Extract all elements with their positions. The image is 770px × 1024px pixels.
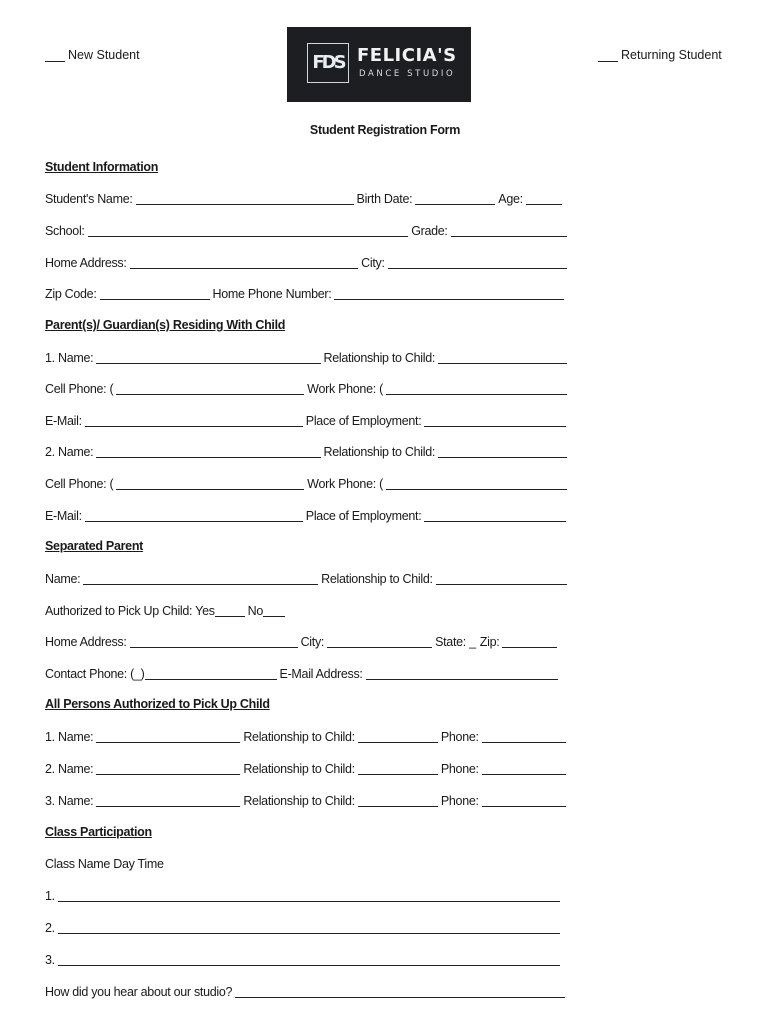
authorized-no-label: No — [247, 604, 264, 618]
studio-logo — [287, 27, 471, 102]
class-columns-label: Class Name Day Time — [45, 857, 164, 871]
home-phone-label: Home Phone Number: — [212, 287, 332, 301]
row-guardian1-email — [45, 413, 570, 429]
guardian1-relationship-label: Relationship to Child: — [323, 351, 436, 365]
row-guardian2-name — [45, 444, 570, 460]
guardian1-work-label: Work Phone: ( — [307, 382, 383, 396]
pickup1-phone-label: Phone: — [440, 730, 479, 744]
guardian1-cell-label: Cell Phone: ( — [45, 382, 114, 396]
guardian2-employment-field[interactable] — [424, 509, 566, 522]
birth-date-field[interactable] — [415, 192, 495, 205]
row-separated-contact — [45, 666, 570, 682]
pickup2-relationship-field[interactable] — [358, 762, 438, 775]
guardian1-employment-label: Place of Employment: — [305, 414, 422, 428]
guardian2-name-label: 2. Name: — [45, 445, 94, 459]
city-label: City: — [361, 256, 385, 270]
row-pickup-1 — [45, 729, 570, 745]
separated-state-label: State: _ — [435, 635, 476, 649]
row-guardian1-phones — [45, 381, 570, 397]
row-guardian2-phones — [45, 476, 570, 492]
new-student-label: New Student — [68, 48, 140, 62]
guardian2-relationship-field[interactable] — [438, 445, 567, 458]
home-address-label: Home Address: — [45, 256, 127, 270]
page-title: Student Registration Form — [309, 123, 461, 137]
pickup2-name-label: 2. Name: — [45, 762, 94, 776]
guardian1-relationship-field[interactable] — [438, 351, 567, 364]
row-class-columns — [45, 856, 570, 872]
pickup3-relationship-label: Relationship to Child: — [243, 794, 355, 808]
separated-contact-label: Contact Phone: (_) — [45, 667, 145, 681]
section-student-information: Student Information — [45, 160, 159, 174]
home-address-field[interactable] — [130, 256, 359, 269]
pickup2-phone-label: Phone: — [440, 762, 479, 776]
separated-city-field[interactable] — [327, 635, 432, 648]
pickup2-phone-field[interactable] — [482, 762, 566, 775]
student-name-label: Student's Name: — [45, 192, 133, 206]
authorized-yes-field[interactable] — [215, 604, 245, 617]
grade-label: Grade: — [411, 224, 448, 238]
new-student-blank[interactable] — [45, 49, 65, 62]
logo-subtitle: DANCE STUDIO — [359, 69, 456, 79]
student-name-field[interactable] — [136, 192, 354, 205]
pickup1-relationship-field[interactable] — [358, 730, 438, 743]
row-separated-address — [45, 634, 570, 650]
grade-field[interactable] — [451, 224, 567, 237]
row-separated-name — [45, 571, 570, 587]
returning-student-blank[interactable] — [598, 49, 618, 62]
guardian2-employment-label: Place of Employment: — [305, 509, 422, 523]
separated-relationship-field[interactable] — [436, 572, 567, 585]
guardian2-name-field[interactable] — [96, 445, 320, 458]
zip-code-field[interactable] — [100, 287, 210, 300]
guardian1-cell-field[interactable] — [116, 382, 304, 395]
guardian2-relationship-label: Relationship to Child: — [323, 445, 436, 459]
class1-field[interactable] — [58, 889, 560, 902]
separated-zip-field[interactable] — [502, 635, 557, 648]
class1-label: 1. — [45, 889, 55, 903]
guardian1-email-label: E-Mail: — [45, 414, 82, 428]
zip-code-label: Zip Code: — [45, 287, 97, 301]
separated-address-field[interactable] — [130, 635, 298, 648]
guardian1-name-field[interactable] — [96, 351, 320, 364]
class3-label: 3. — [45, 953, 55, 967]
guardian1-email-field[interactable] — [85, 414, 303, 427]
authorized-no-field[interactable] — [263, 604, 285, 617]
guardian2-work-label: Work Phone: ( — [307, 477, 383, 491]
pickup1-phone-field[interactable] — [482, 730, 566, 743]
row-class-3 — [45, 952, 570, 968]
returning-student-label: Returning Student — [621, 48, 722, 62]
pickup2-relationship-label: Relationship to Child: — [243, 762, 355, 776]
separated-email-label: E-Mail Address: — [279, 667, 363, 681]
pickup3-name-label: 3. Name: — [45, 794, 94, 808]
city-field[interactable] — [388, 256, 567, 269]
separated-city-label: City: — [300, 635, 325, 649]
home-phone-field[interactable] — [334, 287, 564, 300]
logo-monogram: FDS — [307, 43, 349, 83]
class2-label: 2. — [45, 921, 55, 935]
school-field[interactable] — [88, 224, 409, 237]
separated-name-label: Name: — [45, 572, 81, 586]
school-label: School: — [45, 224, 85, 238]
pickup3-phone-field[interactable] — [482, 794, 566, 807]
row-hear-about — [45, 984, 570, 1000]
guardian2-email-label: E-Mail: — [45, 509, 82, 523]
pickup2-name-field[interactable] — [96, 762, 240, 775]
separated-address-label: Home Address: — [45, 635, 127, 649]
guardian2-work-field[interactable] — [386, 477, 567, 490]
guardian1-name-label: 1. Name: — [45, 351, 94, 365]
separated-relationship-label: Relationship to Child: — [321, 572, 433, 586]
authorized-yes-label: Authorized to Pick Up Child: Yes — [45, 604, 215, 618]
guardian1-work-field[interactable] — [386, 382, 567, 395]
class2-field[interactable] — [58, 921, 560, 934]
separated-email-field[interactable] — [366, 667, 558, 680]
returning-student-checkbox[interactable] — [598, 48, 722, 62]
row-class-1 — [45, 888, 570, 904]
pickup3-name-field[interactable] — [96, 794, 240, 807]
section-separated-parent: Separated Parent — [45, 539, 144, 553]
guardian1-employment-field[interactable] — [424, 414, 566, 427]
class3-field[interactable] — [58, 953, 560, 966]
row-class-2 — [45, 920, 570, 936]
pickup1-relationship-label: Relationship to Child: — [243, 730, 355, 744]
row-pickup-3 — [45, 793, 570, 809]
section-class-participation: Class Participation — [45, 825, 152, 839]
row-student-name — [45, 191, 570, 207]
row-home-address — [45, 255, 570, 271]
separated-zip-label: Zip: — [479, 635, 500, 649]
guardian2-cell-field[interactable] — [116, 477, 304, 490]
age-field[interactable] — [526, 192, 562, 205]
pickup3-relationship-field[interactable] — [358, 794, 438, 807]
logo-name: FELICIA'S — [357, 45, 457, 66]
pickup1-name-label: 1. Name: — [45, 730, 94, 744]
guardian2-email-field[interactable] — [85, 509, 303, 522]
hear-about-label: How did you hear about our studio? — [45, 985, 233, 999]
row-guardian2-email — [45, 508, 570, 524]
pickup1-name-field[interactable] — [96, 730, 240, 743]
separated-name-field[interactable] — [83, 572, 318, 585]
row-pickup-2 — [45, 761, 570, 777]
row-zip-phone — [45, 286, 570, 302]
row-guardian1-name — [45, 350, 570, 366]
row-school — [45, 223, 570, 239]
new-student-checkbox[interactable] — [45, 48, 140, 62]
separated-contact-field[interactable] — [145, 667, 277, 680]
hear-about-field[interactable] — [235, 985, 565, 998]
pickup3-phone-label: Phone: — [440, 794, 479, 808]
guardian2-cell-label: Cell Phone: ( — [45, 477, 114, 491]
section-guardians: Parent(s)/ Guardian(s) Residing With Child — [45, 318, 286, 332]
row-separated-authorized — [45, 603, 570, 619]
section-authorized-pickup: All Persons Authorized to Pick Up Child — [45, 697, 270, 711]
age-label: Age: — [498, 192, 523, 206]
birth-date-label: Birth Date: — [356, 192, 413, 206]
